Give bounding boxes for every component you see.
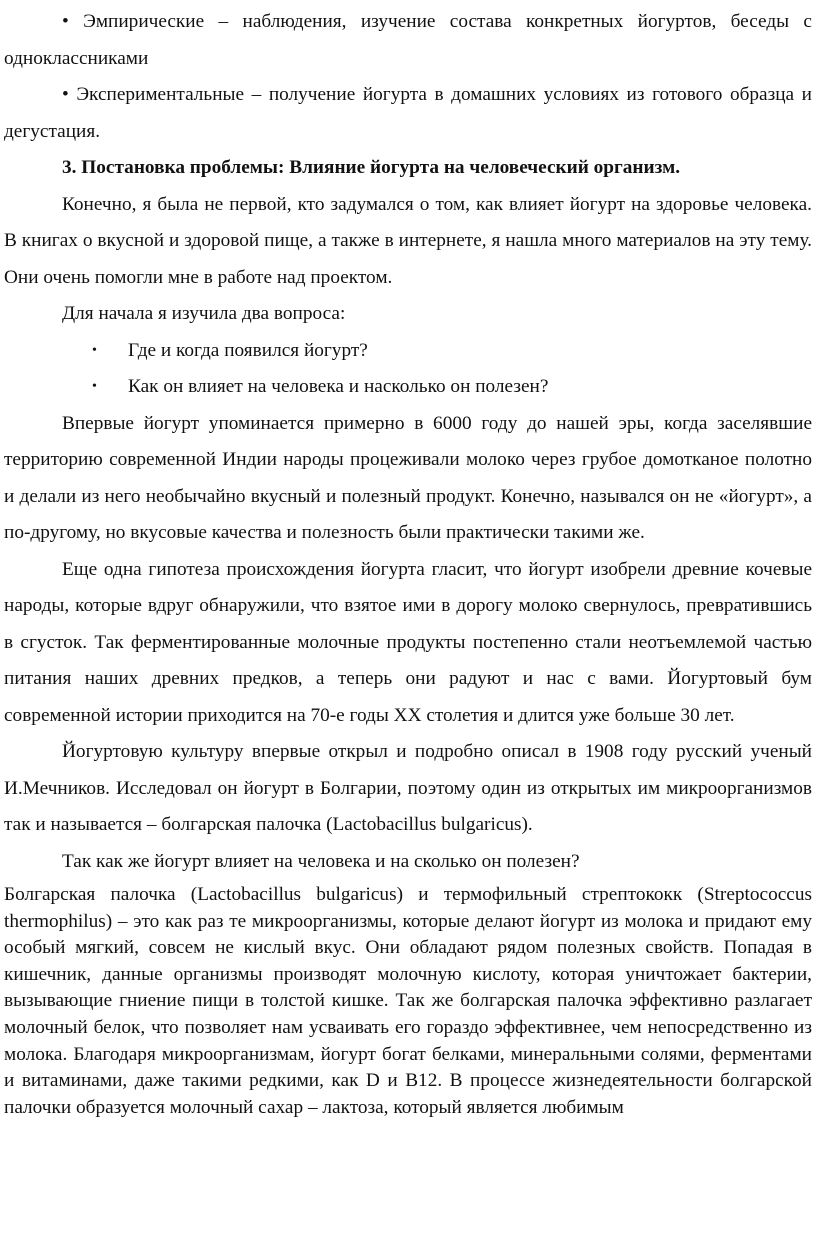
question-text: Где и когда появился йогурт? xyxy=(128,339,368,361)
questions-intro: Для начала я изучила два вопроса: xyxy=(62,303,346,324)
list-item xyxy=(4,369,812,406)
mechnikov-paragraph: Йогуртовую культуру впервые открыл и подробно описал в 1908 году русский ученый И.Мечников. Исследовал он йогурт в Болгарии, поэтому один из открытых им микроорганизмов так и называется – болгарская палочка (Lactobacillus bulgaricus). xyxy=(4,741,812,835)
bacteria-paragraph: Болгарская палочка (Lactobacillus bulgaricus) и термофильный стрептококк (Streptococcus thermophilus) – это как раз те микроорганизмы, которые делают йогурт из молока и придают ему особый мягкий, совсем не кислый вкус. Они обладают рядом полезных свойств. Попадая в кишечник, данные организмы производят молочную кислоту, которая уничтожает бактерии, вызывающие гниение пищи в толстой кишке. Так же болгарская палочка эффективно разлагает молочный белок, что позволяет нам усваивать его гораздо эффективнее, чем непосредственно из молока. Благодаря микроорганизмам, йогурт богат белками, минеральными солями, ферментами и витаминами, даже такими редкими, как D и B12. В процессе жизнедеятельности болгарской палочки образуется молочный сахар – лактоза, который является любимым xyxy=(4,884,812,1118)
method-experimental: • Экспериментальные – получение йогурта в домашних условиях из готового образца и дегустация. xyxy=(4,84,812,142)
history-paragraph: Впервые йогурт упоминается примерно в 6000 году до нашей эры, когда заселявшие территорию современной Индии народы процеживали молоко через грубое домотканое полотно и делали из него необычайно вкусный и полезный продукт. Конечно, назывался он не «йогурт», а по-другому, но вкусовые качества и полезность были практически такими же. xyxy=(4,412,812,543)
intro-paragraph: Конечно, я была не первой, кто задумался о том, как влияет йогурт на здоровье человека. В книгах о вкусной и здоровой пище, а также в интернете, я нашла много материалов на эту тему. Они очень помогли мне в работе над проектом. xyxy=(4,193,812,288)
hypothesis-paragraph: Еще одна гипотеза происхождения йогурта гласит, что йогурт изобрели древние кочевые народы, которые вдруг обнаружили, что взятое ими в дорогу молоко свернулось, превратившись в сгусток. Так ферментированные молочные продукты постепенно стали неотъемлемой частью питания наших древних предков, а теперь они радуют и нас с вами. Йогуртовый бум современной истории приходится на 70-е годы XX столетия и длится уже больше 30 лет. xyxy=(4,558,812,726)
section-heading: 3. Постановка проблемы: Влияние йогурта на человеческий организм. xyxy=(62,157,681,178)
method-empirical: • Эмпирические – наблюдения, изучение состава конкретных йогуртов, беседы с одноклассниками xyxy=(4,11,812,69)
question-text: Как он влияет на человека и насколько он полезен? xyxy=(128,376,549,397)
bullet-icon: • xyxy=(92,342,97,358)
list-item xyxy=(4,333,812,370)
bullet-icon: • xyxy=(92,379,97,394)
question-paragraph: Так как же йогурт влияет на человека и на сколько он полезен? xyxy=(62,850,580,872)
questions-list xyxy=(4,333,812,406)
